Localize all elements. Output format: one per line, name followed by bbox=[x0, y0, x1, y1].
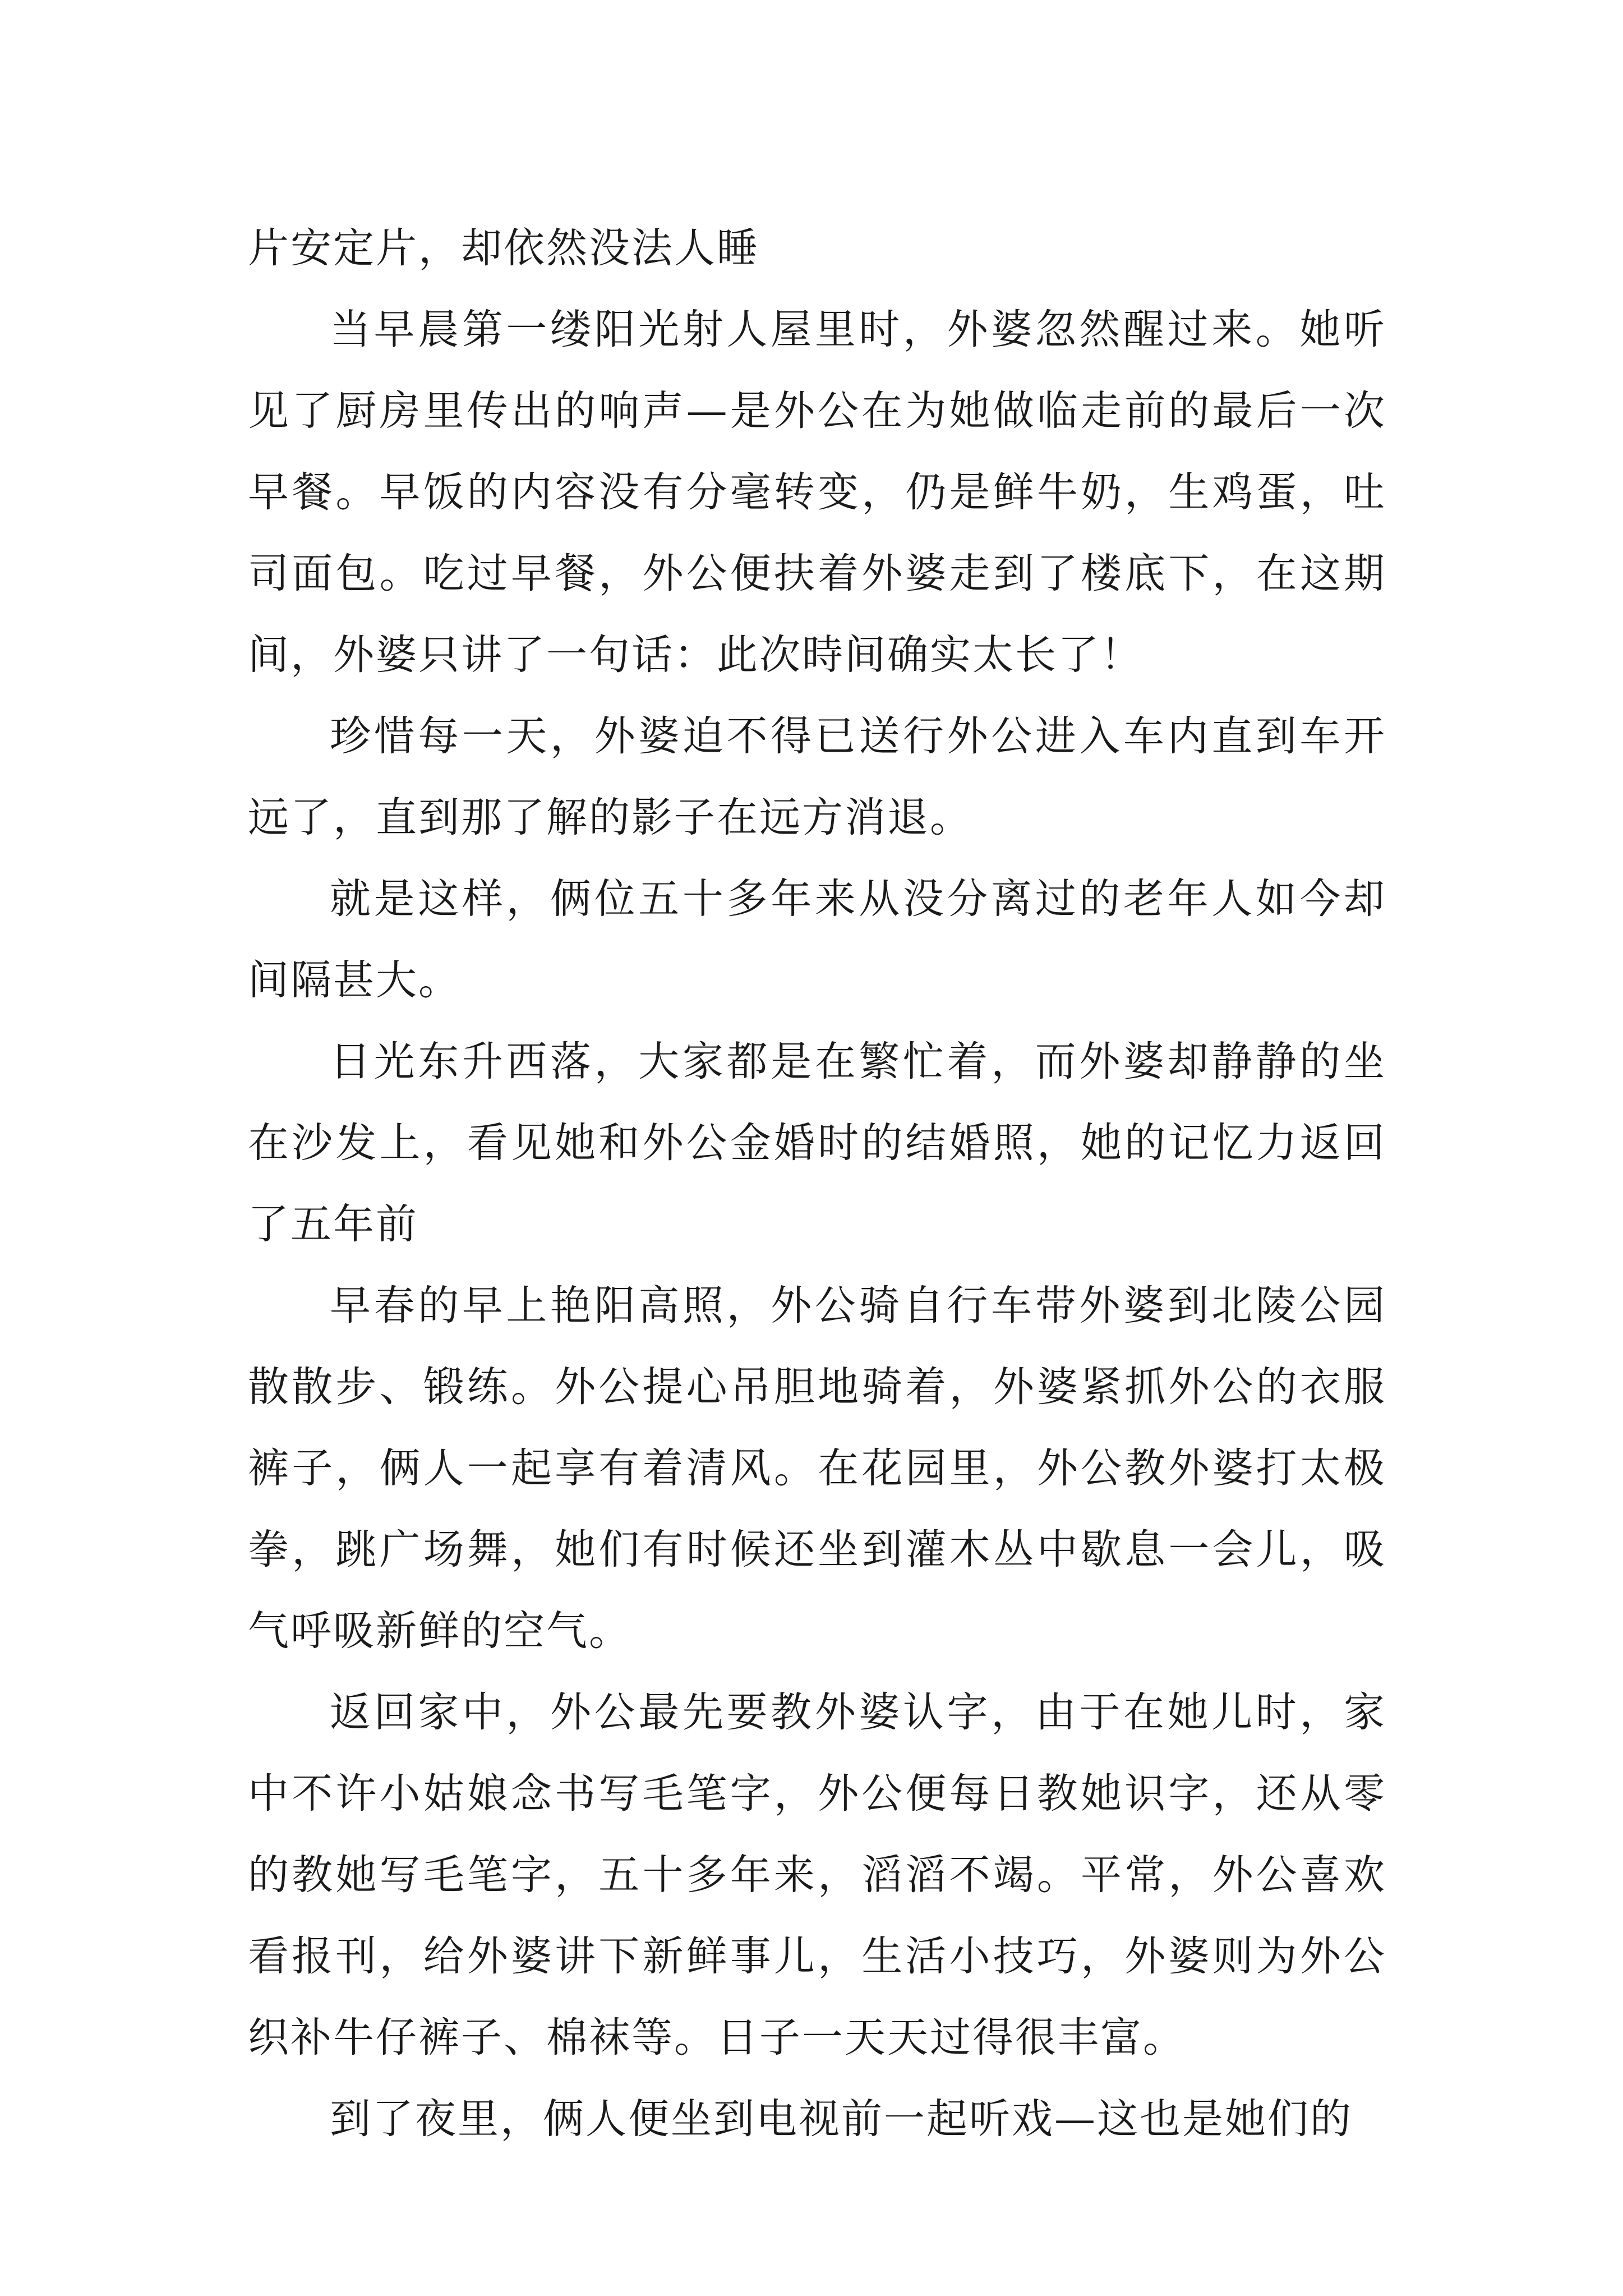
paragraph: 到了夜里，俩人便坐到电视前一起听戏—这也是她们的 bbox=[330, 2095, 1353, 2143]
body-text bbox=[248, 208, 1386, 2160]
paragraph: 日光东升西落，大家都是在繁忙着，而外婆却静静的坐在沙发上，看见她和外公金婚时的结婚照，她的记忆力返回了五年前 bbox=[248, 1038, 1386, 1248]
paragraph-continuation: 片安定片，却依然没法人睡 bbox=[248, 224, 759, 272]
paragraph: 就是这样，俩位五十多年来从没分离过的老年人如今却间隔甚大。 bbox=[248, 875, 1386, 1004]
paragraph: 珍惜每一天，外婆迫不得已送行外公进入车内直到车开远了，直到那了解的影子在远方消退。 bbox=[248, 712, 1386, 841]
paragraph: 当早晨第一缕阳光射人屋里时，外婆忽然醒过来。她听见了厨房里传出的响声—是外公在为她做临走前的最后一次早餐。早饭的内容没有分毫转变，仍是鲜牛奶，生鸡蛋，吐司面包。吃过早餐，外公便扶着外婆走到了楼底下，在这期间，外婆只讲了一句话：此次時间确实太长了！ bbox=[248, 306, 1386, 679]
paragraph: 早春的早上艳阳高照，外公骑自行车带外婆到北陵公园散散步、锻练。外公提心吊胆地骑着，外婆紧抓外公的衣服裤子，俩人一起享有着清风。在花园里，外公教外婆打太极拳，跳广场舞，她们有时候还坐到灌木丛中歇息一会儿，吸气呼吸新鲜的空气。 bbox=[248, 1282, 1386, 1655]
paragraph: 返回家中，外公最先要教外婆认字，由于在她儿时，家中不许小姑娘念书写毛笔字，外公便每日教她识字，还从零的教她写毛笔字，五十多年来，滔滔不竭。平常，外公喜欢看报刊，给外婆讲下新鲜事儿，生活小技巧，外婆则为外公织补牛仔裤子、棉袜等。日子一天天过得很丰富。 bbox=[248, 1688, 1386, 2062]
